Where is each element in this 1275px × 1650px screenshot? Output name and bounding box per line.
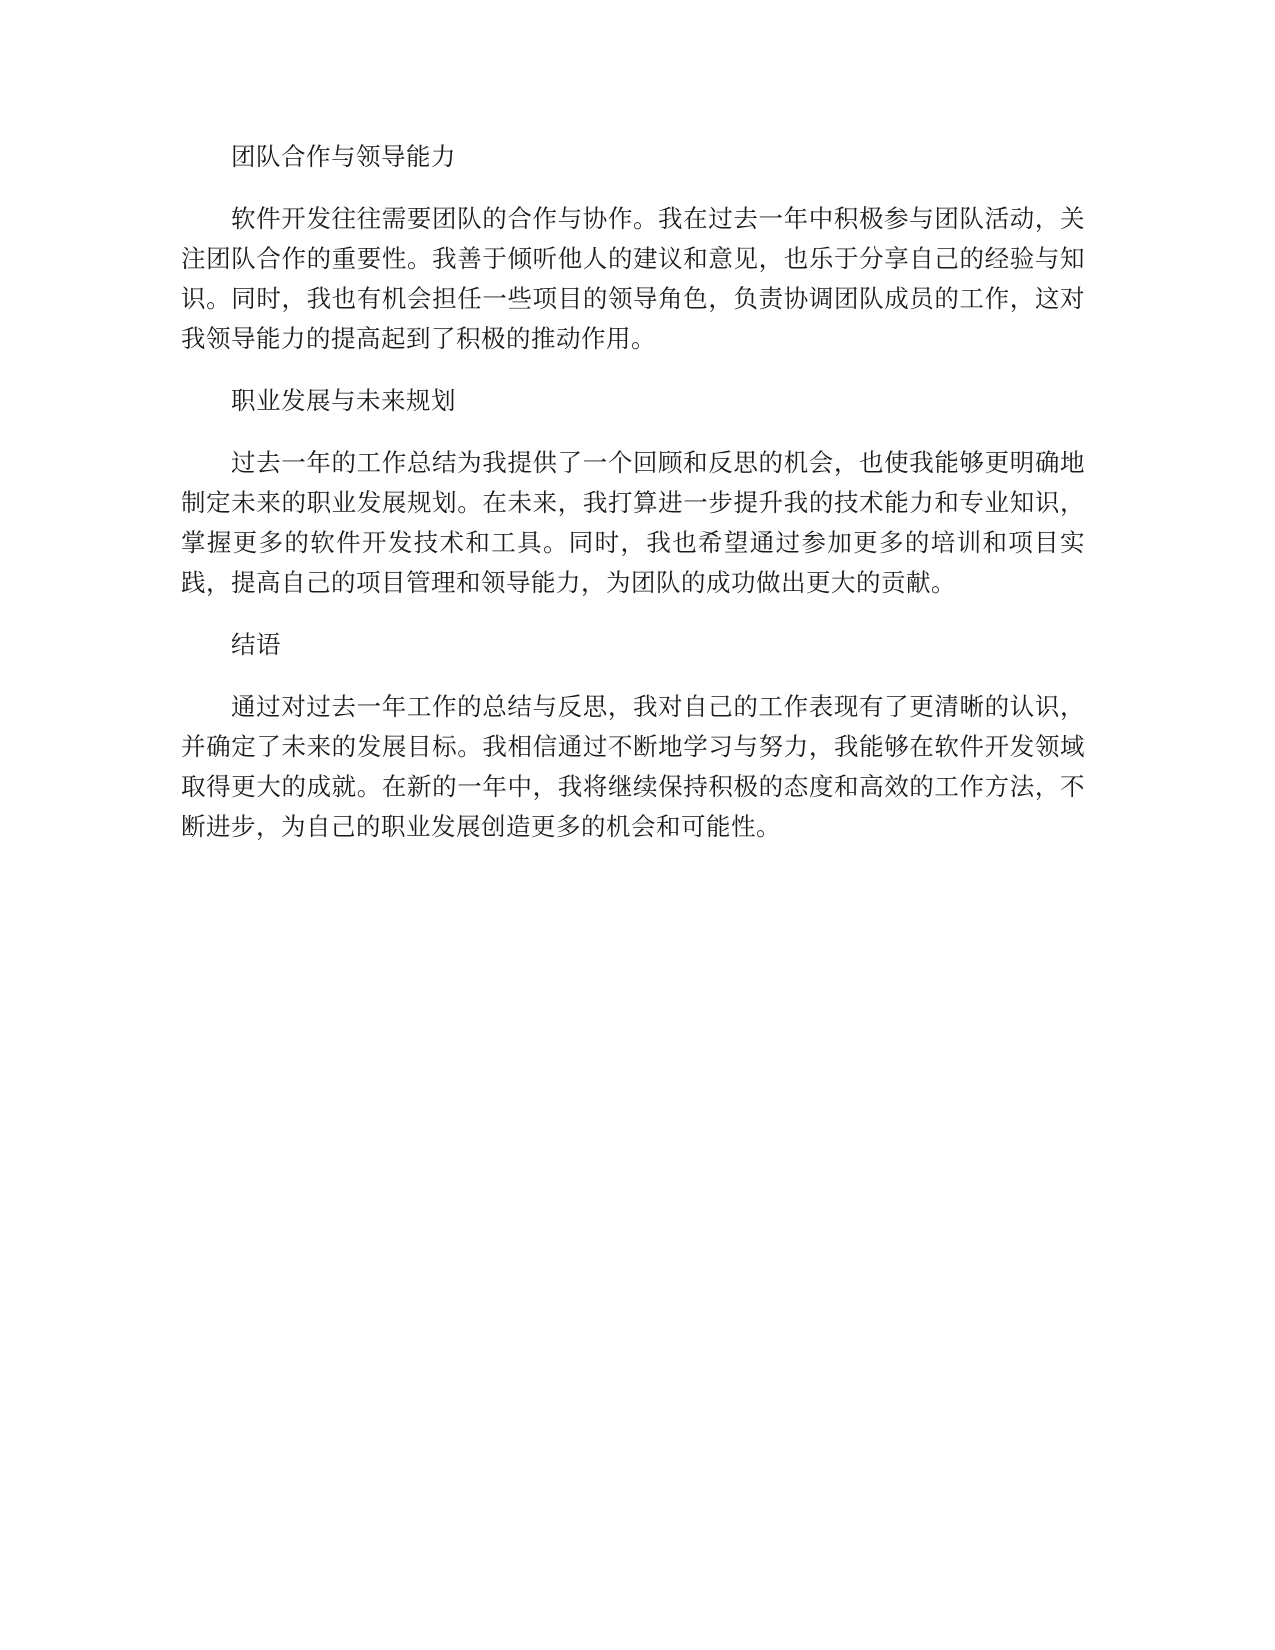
section-heading-teamwork: 团队合作与领导能力 — [231, 142, 456, 171]
paragraph-conclusion — [181, 687, 1085, 847]
paragraph-line: 并确定了未来的发展目标。我相信通过不断地学习与努力，我能够在软件开发领域 — [181, 732, 1085, 761]
spacer — [181, 359, 1085, 381]
paragraph-line: 断进步，为自己的职业发展创造更多的机会和可能性。 — [181, 812, 781, 841]
spacer — [181, 421, 1085, 443]
section-heading-career: 职业发展与未来规划 — [231, 386, 456, 415]
spacer — [181, 177, 1085, 199]
paragraph-line: 注团队合作的重要性。我善于倾听他人的建议和意见，也乐于分享自己的经验与知 — [181, 244, 1085, 273]
paragraph-line: 制定未来的职业发展规划。在未来，我打算进一步提升我的技术能力和专业知识， — [181, 488, 1085, 517]
document-page — [181, 137, 1085, 1537]
paragraph-line: 软件开发往往需要团队的合作与协作。我在过去一年中积极参与团队活动，关 — [231, 204, 1085, 233]
paragraph-teamwork — [181, 199, 1085, 359]
paragraph-career — [181, 443, 1085, 603]
paragraph-line: 践，提高自己的项目管理和领导能力，为团队的成功做出更大的贡献。 — [181, 568, 956, 597]
paragraph-line: 取得更大的成就。在新的一年中，我将继续保持积极的态度和高效的工作方法，不 — [181, 772, 1085, 801]
spacer — [181, 665, 1085, 687]
paragraph-line: 通过对过去一年工作的总结与反思，我对自己的工作表现有了更清晰的认识， — [231, 692, 1085, 721]
paragraph-line: 我领导能力的提高起到了积极的推动作用。 — [181, 324, 656, 353]
paragraph-line: 识。同时，我也有机会担任一些项目的领导角色，负责协调团队成员的工作，这对 — [181, 284, 1085, 313]
spacer — [181, 603, 1085, 625]
paragraph-line: 掌握更多的软件开发技术和工具。同时，我也希望通过参加更多的培训和项目实 — [181, 528, 1085, 557]
section-heading-conclusion: 结语 — [231, 630, 281, 659]
paragraph-line: 过去一年的工作总结为我提供了一个回顾和反思的机会，也使我能够更明确地 — [231, 448, 1085, 477]
